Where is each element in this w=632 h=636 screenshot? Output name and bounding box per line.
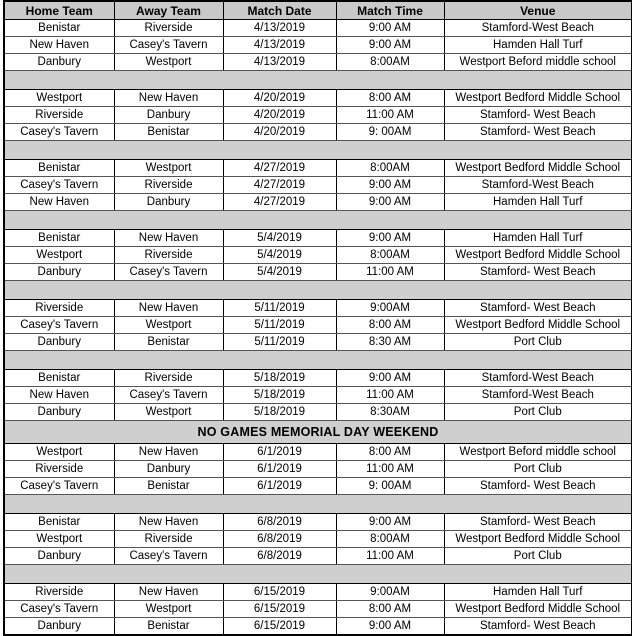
table-row <box>4 264 632 281</box>
cell-time: 8:00 AM <box>336 90 444 107</box>
cell-date: 5/11/2019 <box>223 334 336 351</box>
week-separator-row <box>4 565 632 584</box>
cell-date: 5/18/2019 <box>223 387 336 404</box>
cell-date: 6/8/2019 <box>223 548 336 565</box>
cell-away: Riverside <box>114 177 223 194</box>
cell-home: New Haven <box>4 387 114 404</box>
week-separator-band <box>4 71 632 90</box>
cell-date: 4/20/2019 <box>223 107 336 124</box>
cell-time: 8:00AM <box>336 531 444 548</box>
table-row <box>4 404 632 421</box>
table-row <box>4 54 632 71</box>
week-separator-band <box>4 565 632 584</box>
cell-time: 8:00 AM <box>336 601 444 618</box>
cell-time: 9:00AM <box>336 300 444 317</box>
table-row <box>4 247 632 264</box>
cell-home: Casey's Tavern <box>4 601 114 618</box>
cell-date: 4/27/2019 <box>223 177 336 194</box>
week-separator-row <box>4 281 632 300</box>
cell-home: Riverside <box>4 461 114 478</box>
cell-time: 9:00 AM <box>336 177 444 194</box>
cell-date: 4/13/2019 <box>223 20 336 37</box>
cell-venue: Westport Beford middle school <box>444 54 632 71</box>
cell-home: Riverside <box>4 584 114 601</box>
cell-home: Riverside <box>4 300 114 317</box>
table-row <box>4 618 632 636</box>
cell-home: Danbury <box>4 264 114 281</box>
table-row <box>4 584 632 601</box>
table-row <box>4 194 632 211</box>
cell-date: 6/8/2019 <box>223 514 336 531</box>
week-separator-band <box>4 211 632 230</box>
cell-venue: Westport Bedford Middle School <box>444 531 632 548</box>
cell-venue: Hamden Hall Turf <box>444 37 632 54</box>
cell-home: Casey's Tavern <box>4 478 114 495</box>
cell-venue: Stamford- West Beach <box>444 478 632 495</box>
table-header <box>4 1 632 20</box>
cell-away: New Haven <box>114 584 223 601</box>
table-body <box>4 20 632 636</box>
cell-away: Benistar <box>114 478 223 495</box>
column-header-home: Home Team <box>4 1 114 20</box>
cell-away: Westport <box>114 404 223 421</box>
cell-date: 5/11/2019 <box>223 317 336 334</box>
cell-home: Benistar <box>4 514 114 531</box>
cell-date: 4/27/2019 <box>223 194 336 211</box>
cell-time: 9:00 AM <box>336 618 444 636</box>
week-separator-row <box>4 211 632 230</box>
table-row <box>4 370 632 387</box>
cell-time: 8:00 AM <box>336 317 444 334</box>
cell-venue: Stamford- West Beach <box>444 618 632 636</box>
table-row <box>4 177 632 194</box>
notice-row <box>4 421 632 444</box>
cell-venue: Hamden Hall Turf <box>444 194 632 211</box>
cell-time: 9:00 AM <box>336 194 444 211</box>
cell-away: Casey's Tavern <box>114 548 223 565</box>
table-row <box>4 387 632 404</box>
cell-date: 6/1/2019 <box>223 461 336 478</box>
table-row <box>4 160 632 177</box>
cell-away: Danbury <box>114 107 223 124</box>
cell-home: Danbury <box>4 618 114 636</box>
cell-time: 11:00 AM <box>336 387 444 404</box>
cell-time: 11:00 AM <box>336 461 444 478</box>
cell-time: 8:30AM <box>336 404 444 421</box>
week-separator-band <box>4 351 632 370</box>
cell-home: Riverside <box>4 107 114 124</box>
cell-venue: Stamford-West Beach <box>444 370 632 387</box>
cell-away: Casey's Tavern <box>114 37 223 54</box>
cell-away: New Haven <box>114 514 223 531</box>
cell-venue: Westport Bedford Middle School <box>444 317 632 334</box>
cell-venue: Stamford- West Beach <box>444 124 632 141</box>
cell-home: Danbury <box>4 54 114 71</box>
cell-time: 9: 00AM <box>336 124 444 141</box>
cell-venue: Westport Bedford Middle School <box>444 90 632 107</box>
table-row <box>4 230 632 247</box>
cell-venue: Port Club <box>444 404 632 421</box>
table-row <box>4 444 632 461</box>
cell-away: Riverside <box>114 370 223 387</box>
table-row <box>4 37 632 54</box>
cell-date: 5/4/2019 <box>223 247 336 264</box>
week-separator-row <box>4 71 632 90</box>
cell-date: 5/4/2019 <box>223 230 336 247</box>
cell-venue: Port Club <box>444 548 632 565</box>
cell-home: Westport <box>4 444 114 461</box>
cell-date: 6/15/2019 <box>223 618 336 636</box>
table-row <box>4 124 632 141</box>
column-header-date: Match Date <box>223 1 336 20</box>
cell-away: Danbury <box>114 461 223 478</box>
cell-home: Benistar <box>4 230 114 247</box>
cell-venue: Stamford- West Beach <box>444 514 632 531</box>
table-row <box>4 514 632 531</box>
cell-away: New Haven <box>114 300 223 317</box>
cell-date: 5/4/2019 <box>223 264 336 281</box>
cell-home: Benistar <box>4 370 114 387</box>
cell-date: 4/20/2019 <box>223 90 336 107</box>
cell-time: 9:00 AM <box>336 514 444 531</box>
cell-venue: Westport Bedford Middle School <box>444 601 632 618</box>
cell-time: 8:00AM <box>336 160 444 177</box>
cell-venue: Westport Bedford Middle School <box>444 247 632 264</box>
cell-home: Casey's Tavern <box>4 124 114 141</box>
cell-away: Riverside <box>114 20 223 37</box>
cell-time: 9:00AM <box>336 584 444 601</box>
cell-venue: Hamden Hall Turf <box>444 230 632 247</box>
match-schedule-table <box>3 0 632 636</box>
cell-away: Benistar <box>114 124 223 141</box>
cell-time: 11:00 AM <box>336 264 444 281</box>
table-row <box>4 90 632 107</box>
cell-venue: Stamford- West Beach <box>444 300 632 317</box>
table-row <box>4 20 632 37</box>
notice-text: NO GAMES MEMORIAL DAY WEEKEND <box>4 421 632 444</box>
week-separator-band <box>4 281 632 300</box>
cell-away: Westport <box>114 317 223 334</box>
table-row <box>4 107 632 124</box>
cell-away: New Haven <box>114 444 223 461</box>
cell-home: Westport <box>4 531 114 548</box>
cell-away: Westport <box>114 601 223 618</box>
table-row <box>4 300 632 317</box>
table-row <box>4 461 632 478</box>
cell-away: New Haven <box>114 90 223 107</box>
cell-away: Danbury <box>114 194 223 211</box>
cell-home: Westport <box>4 247 114 264</box>
table-row <box>4 601 632 618</box>
column-header-time: Match Time <box>336 1 444 20</box>
cell-home: Danbury <box>4 404 114 421</box>
cell-date: 6/8/2019 <box>223 531 336 548</box>
cell-time: 8:30 AM <box>336 334 444 351</box>
cell-time: 8:00 AM <box>336 444 444 461</box>
cell-home: New Haven <box>4 37 114 54</box>
cell-away: Westport <box>114 160 223 177</box>
cell-date: 4/20/2019 <box>223 124 336 141</box>
week-separator-row <box>4 141 632 160</box>
cell-home: Westport <box>4 90 114 107</box>
cell-time: 9:00 AM <box>336 370 444 387</box>
cell-away: New Haven <box>114 230 223 247</box>
cell-home: Benistar <box>4 20 114 37</box>
cell-home: Casey's Tavern <box>4 177 114 194</box>
cell-venue: Port Club <box>444 461 632 478</box>
cell-venue: Stamford- West Beach <box>444 264 632 281</box>
cell-home: Benistar <box>4 160 114 177</box>
week-separator-row <box>4 351 632 370</box>
cell-away: Westport <box>114 54 223 71</box>
week-separator-band <box>4 495 632 514</box>
cell-venue: Stamford-West Beach <box>444 387 632 404</box>
table-row <box>4 531 632 548</box>
table-row <box>4 317 632 334</box>
cell-date: 5/18/2019 <box>223 404 336 421</box>
cell-time: 11:00 AM <box>336 548 444 565</box>
cell-date: 6/15/2019 <box>223 601 336 618</box>
cell-venue: Hamden Hall Turf <box>444 584 632 601</box>
cell-away: Benistar <box>114 618 223 636</box>
cell-venue: Stamford-West Beach <box>444 177 632 194</box>
cell-time: 9:00 AM <box>336 37 444 54</box>
column-header-venue: Venue <box>444 1 632 20</box>
cell-date: 4/13/2019 <box>223 54 336 71</box>
cell-time: 8:00AM <box>336 247 444 264</box>
cell-away: Casey's Tavern <box>114 264 223 281</box>
cell-date: 5/18/2019 <box>223 370 336 387</box>
cell-away: Benistar <box>114 334 223 351</box>
cell-date: 4/27/2019 <box>223 160 336 177</box>
cell-time: 9:00 AM <box>336 230 444 247</box>
column-header-away: Away Team <box>114 1 223 20</box>
cell-home: Danbury <box>4 334 114 351</box>
cell-venue: Stamford-West Beach <box>444 20 632 37</box>
cell-date: 4/13/2019 <box>223 37 336 54</box>
cell-time: 11:00 AM <box>336 107 444 124</box>
cell-home: New Haven <box>4 194 114 211</box>
cell-date: 6/1/2019 <box>223 478 336 495</box>
header-row <box>4 1 632 20</box>
table-row <box>4 334 632 351</box>
cell-venue: Port Club <box>444 334 632 351</box>
cell-date: 6/15/2019 <box>223 584 336 601</box>
cell-home: Danbury <box>4 548 114 565</box>
cell-venue: Westport Beford middle school <box>444 444 632 461</box>
cell-time: 8:00AM <box>336 54 444 71</box>
cell-venue: Westport Bedford Middle School <box>444 160 632 177</box>
week-separator-band <box>4 141 632 160</box>
cell-away: Riverside <box>114 531 223 548</box>
week-separator-row <box>4 495 632 514</box>
cell-date: 6/1/2019 <box>223 444 336 461</box>
table-row <box>4 548 632 565</box>
cell-time: 9:00 AM <box>336 20 444 37</box>
cell-away: Casey's Tavern <box>114 387 223 404</box>
cell-away: Riverside <box>114 247 223 264</box>
cell-home: Casey's Tavern <box>4 317 114 334</box>
table-row <box>4 478 632 495</box>
cell-time: 9: 00AM <box>336 478 444 495</box>
cell-venue: Stamford- West Beach <box>444 107 632 124</box>
cell-date: 5/11/2019 <box>223 300 336 317</box>
